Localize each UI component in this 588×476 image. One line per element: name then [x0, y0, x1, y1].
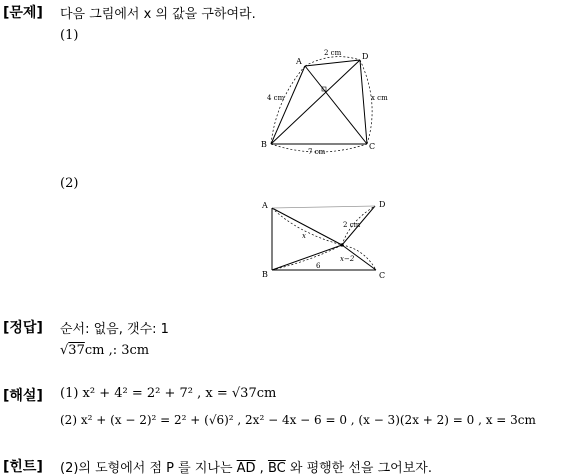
label-a: A	[262, 201, 268, 210]
label-bp-length: 6	[316, 262, 321, 270]
hint-pre: (2)의 도형에서 점 P 를 지나는	[60, 461, 233, 476]
label-bc-length: 7 cm	[308, 148, 326, 156]
hint-post: 와 평행한 선을 그어보자.	[289, 461, 432, 476]
label-d: D	[362, 52, 369, 61]
answer-line-2-rest: cm ,: 3cm	[84, 343, 150, 358]
answer-line-1: 순서: 없음, 갯수: 1	[60, 322, 169, 337]
segment-bp	[272, 245, 342, 270]
diagonal-bd	[271, 60, 360, 144]
label-pc-length: x−2	[340, 255, 355, 263]
segment-ad	[272, 206, 375, 208]
hint-segment-ad: $\overline{AD}$	[236, 461, 256, 476]
figure-2	[258, 197, 393, 282]
label-cd-length: x cm	[371, 94, 388, 102]
segment-ap	[272, 208, 342, 245]
label-c: C	[379, 271, 386, 280]
segment-ad	[305, 60, 360, 66]
answer-line-2: √37cm ,: 3cm	[60, 343, 150, 358]
label-b: B	[262, 270, 268, 279]
segment-dc	[360, 60, 367, 144]
label-a: A	[296, 57, 302, 66]
solution-line-1: (1) x² + 4² = 2² + 7² , x = √37cm	[60, 386, 277, 401]
sqrt-radicand: 37	[68, 343, 85, 358]
label-b: B	[261, 140, 267, 149]
solution-tag: [해설]	[3, 388, 43, 404]
diagonal-ac	[305, 66, 367, 144]
label-pd-length: 2 cm	[343, 221, 361, 229]
problem-tag: [문제]	[3, 5, 43, 21]
label-d: D	[379, 200, 386, 209]
label-ad-length: 2 cm	[324, 49, 342, 57]
point-p	[340, 243, 343, 246]
part1-label: (1)	[60, 28, 79, 43]
part2-label: (2)	[60, 176, 79, 191]
answer-tag: [정답]	[3, 320, 43, 336]
solution-line-2: (2) x² + (x − 2)² = 2² + (√6)² , 2x² − 4x − 6 = 0 , (x − 3)(2x + 2) = 0 , x = 3cm	[60, 413, 536, 427]
label-c: C	[369, 142, 376, 151]
hint-segment-bc: $\overline{BC}$	[267, 461, 286, 476]
problem-statement: 다음 그림에서 x 의 값을 구하여라.	[60, 7, 256, 22]
label-ap-length: x	[302, 232, 306, 240]
label-ab-length: 4 cm	[267, 94, 285, 102]
figure-1	[258, 48, 393, 158]
hint-tag: [힌트]	[3, 459, 43, 475]
hint-text: (2)의 도형에서 점 P 를 지나는 $\overline{AD}$ , $\overline{BC}$ 와 평행한 선을 그어보자.	[60, 461, 432, 476]
segment-ab	[271, 66, 305, 144]
